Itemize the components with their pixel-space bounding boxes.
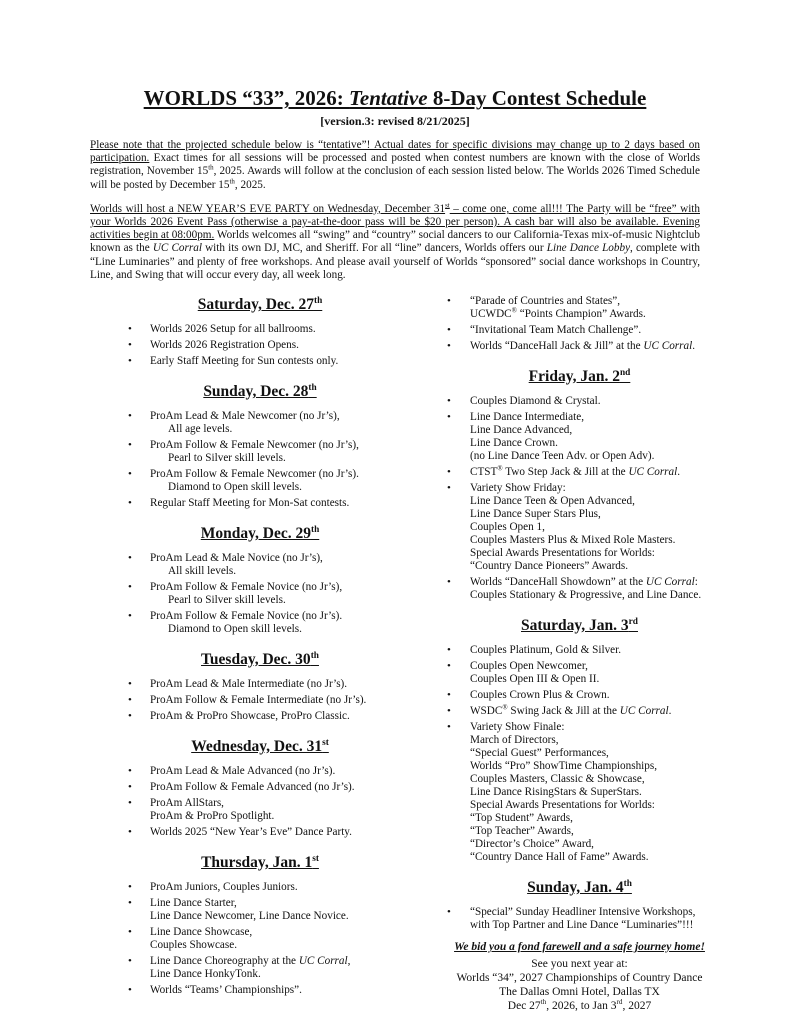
day-heading [430, 367, 729, 386]
day-heading [90, 524, 430, 543]
list-item-line: ProAm Follow & Female Novice (no Jr’s), [150, 581, 343, 594]
list-item-line: ProAm AllStars, [150, 797, 224, 810]
list-item-line: All age levels. [168, 423, 233, 436]
list-item-lines [150, 694, 430, 707]
bullet-icon: • [128, 355, 132, 368]
list-item-line: Early Staff Meeting for Sun contests only. [150, 355, 339, 368]
list-item-line: Line Dance HonkyTonk. [150, 968, 261, 981]
bullet-list [90, 881, 430, 997]
list-item [90, 826, 430, 839]
list-item-lines [150, 323, 430, 336]
bullet-icon: • [128, 552, 132, 565]
list-item-line: Line Dance Choreography at the UC Corral, [150, 955, 351, 968]
bullet-list [90, 410, 430, 510]
list-item-lines [150, 339, 430, 352]
list-item-line: Line Dance Advanced, [470, 424, 573, 437]
bullet-icon: • [128, 797, 132, 810]
list-item [90, 984, 430, 997]
day-heading [90, 650, 430, 669]
bullet-icon: • [128, 984, 132, 997]
day-section-mon-dec-29 [90, 524, 430, 636]
list-item [90, 552, 430, 578]
list-item [430, 689, 729, 702]
list-item-line: CTST® Two Step Jack & Jill at the UC Corral. [470, 464, 681, 479]
bullet-list [90, 765, 430, 839]
list-item [90, 581, 430, 607]
list-item [430, 644, 729, 657]
list-item-line: Line Dance Newcomer, Line Dance Novice. [150, 910, 349, 923]
bullet-icon: • [128, 610, 132, 623]
list-item-lines [150, 468, 430, 494]
list-item-line: ProAm & ProPro Showcase, ProPro Classic. [150, 710, 350, 723]
list-item-line: “Country Dance Pioneers” Awards. [470, 560, 629, 573]
day-section-tue-dec-30 [90, 650, 430, 723]
list-item-lines [470, 906, 729, 932]
bullet-icon: • [128, 694, 132, 707]
list-item [90, 410, 430, 436]
list-item-lines [150, 678, 430, 691]
list-item-line: Couples Masters Plus & Mixed Role Masters. [470, 534, 676, 547]
closing-block [430, 940, 729, 1013]
bullet-icon: • [447, 395, 451, 408]
list-item-line: Special Awards Presentations for Worlds: [470, 547, 655, 560]
list-item [90, 439, 430, 465]
day-heading-label: Friday, Jan. 2nd [528, 367, 631, 386]
list-item-lines [150, 797, 430, 823]
list-item-lines [150, 710, 430, 723]
list-item-line: ProAm Follow & Female Newcomer (no Jr’s), [150, 439, 359, 452]
list-item [430, 721, 729, 864]
list-item-line: Line Dance Crown. [470, 437, 558, 450]
day-heading [430, 878, 729, 897]
list-item-line: Pearl to Silver skill levels. [168, 594, 286, 607]
list-item-line: Line Dance Showcase, [150, 926, 253, 939]
list-item-line: WSDC® Swing Jack & Jill at the UC Corral. [470, 703, 672, 718]
page-title [90, 86, 700, 111]
bullet-icon: • [447, 721, 451, 734]
list-item-line: “Special Guest” Performances, [470, 747, 609, 760]
list-item [90, 355, 430, 368]
list-item [430, 295, 729, 321]
list-item-line: UCWDC® “Points Champion” Awards. [470, 306, 646, 321]
list-item-line: All skill levels. [168, 565, 237, 578]
day-section-fri-jan-2 [430, 367, 729, 602]
bullet-icon: • [128, 897, 132, 910]
list-item [90, 497, 430, 510]
day-heading-label: Saturday, Jan. 3rd [521, 616, 638, 635]
closing-line-hotel: The Dallas Omni Hotel, Dallas TX [499, 985, 660, 998]
list-item-line: ProAm Follow & Female Novice (no Jr’s). [150, 610, 343, 623]
list-item-line: ProAm Lead & Male Intermediate (no Jr’s). [150, 678, 348, 691]
list-item-lines [150, 581, 430, 607]
list-item-line: ProAm Follow & Female Intermediate (no Jr’s). [150, 694, 367, 707]
list-item-lines [150, 765, 430, 778]
list-item-line: Worlds “DanceHall Jack & Jill” at the UC Corral. [470, 340, 695, 353]
list-item-line: ProAm Lead & Male Advanced (no Jr’s). [150, 765, 336, 778]
bullet-icon: • [447, 644, 451, 657]
day-heading-label: Thursday, Jan. 1st [201, 853, 319, 872]
list-item-lines [470, 689, 729, 702]
bullet-list [90, 552, 430, 636]
bullet-icon: • [128, 710, 132, 723]
day-heading-label: Wednesday, Dec. 31st [191, 737, 329, 756]
list-item-line: ProAm Lead & Male Newcomer (no Jr’s), [150, 410, 340, 423]
list-item-lines [150, 897, 430, 923]
list-item [90, 339, 430, 352]
day-heading-label: Sunday, Dec. 28th [203, 382, 317, 401]
list-item-line: Couples Open Newcomer, [470, 660, 588, 673]
list-item-line: ProAm & ProPro Spotlight. [150, 810, 275, 823]
list-item [430, 411, 729, 463]
bullet-list [430, 395, 729, 602]
list-item-line: Worlds “DanceHall Showdown” at the UC Corral: [470, 576, 698, 589]
list-item-line: Special Awards Presentations for Worlds: [470, 799, 655, 812]
list-item-line: Line Dance RisingStars & SuperStars. [470, 786, 642, 799]
list-item-line: Variety Show Friday: [470, 482, 566, 495]
bullet-icon: • [447, 660, 451, 673]
list-item-line: Worlds 2025 “New Year’s Eve” Dance Party. [150, 826, 352, 839]
list-item-line: “Invitational Team Match Challenge”. [470, 324, 642, 337]
list-item [90, 897, 430, 923]
intro-paragraph-1: Please note that the projected schedule below is “tentative”! Actual dates for specific divisions may change up to 2 days based on participation. Exact times for all sessions will be processed and posted when contest numbers are known with the close of Worlds registration, November 15th, 2025. Awards will follow at the conclusion of each session listed below. The Worlds 2026 Timed Schedule will be posted by December 15th, 2025. [90, 139, 700, 191]
list-item [430, 576, 729, 602]
list-item-line: Worlds 2026 Setup for all ballrooms. [150, 323, 316, 336]
bullet-icon: • [128, 678, 132, 691]
list-item [90, 797, 430, 823]
list-item [430, 340, 729, 353]
list-item [430, 395, 729, 408]
list-item-line: Worlds “Teams’ Championships”. [150, 984, 302, 997]
bullet-icon: • [128, 439, 132, 452]
day-section-sun-dec-28 [90, 382, 430, 510]
bullet-icon: • [447, 689, 451, 702]
bullet-icon: • [447, 411, 451, 424]
day-section-thu-jan-1-continued [430, 295, 729, 353]
list-item [430, 324, 729, 337]
bullet-icon: • [447, 340, 451, 353]
bullet-list [430, 644, 729, 864]
list-item-lines [470, 324, 729, 337]
list-item-line: Couples Diamond & Crystal. [470, 395, 601, 408]
list-item-lines [470, 340, 729, 353]
list-item-lines [470, 466, 729, 479]
bullet-list [430, 295, 729, 353]
closing-line-see-you: See you next year at: [531, 957, 628, 970]
day-heading-label: Monday, Dec. 29th [200, 524, 320, 543]
day-section-sun-jan-4 [430, 878, 729, 932]
list-item [90, 694, 430, 707]
list-item-line: “Parade of Countries and States”, [470, 295, 621, 308]
day-section-sat-dec-27 [90, 295, 430, 368]
list-item-line: ProAm Follow & Female Newcomer (no Jr’s). [150, 468, 359, 481]
list-item-lines [150, 826, 430, 839]
bullet-icon: • [128, 826, 132, 839]
document-header [0, 0, 791, 282]
list-item-line: Variety Show Finale: [470, 721, 565, 734]
list-item-line: Worlds 2026 Registration Opens. [150, 339, 299, 352]
day-heading-label: Saturday, Dec. 27th [197, 295, 323, 314]
list-item-line: with Top Partner and Line Dance “Luminaries”!!! [470, 919, 694, 932]
bullet-icon: • [128, 781, 132, 794]
bullet-icon: • [128, 323, 132, 336]
list-item-lines [150, 410, 430, 436]
list-item-line: Line Dance Teen & Open Advanced, [470, 495, 635, 508]
bullet-icon: • [447, 482, 451, 495]
list-item-line: Line Dance Super Stars Plus, [470, 508, 601, 521]
list-item-line: “Country Dance Hall of Fame” Awards. [470, 851, 649, 864]
bullet-icon: • [128, 926, 132, 939]
day-heading [90, 737, 430, 756]
list-item-line: “Top Student” Awards, [470, 812, 573, 825]
day-heading-label: Tuesday, Dec. 30th [201, 650, 319, 669]
list-item [90, 610, 430, 636]
day-heading [90, 853, 430, 872]
day-heading [430, 616, 729, 635]
closing-line-worlds-34: Worlds “34”, 2027 Championships of Country Dance [456, 971, 703, 984]
page-title-text: WORLDS “33”, 2026: Tentative 8-Day Contest Schedule [143, 86, 647, 110]
bullet-icon: • [128, 410, 132, 423]
farewell-line: We bid you a fond farewell and a safe journey home! [454, 941, 705, 954]
schedule-columns [0, 295, 791, 1013]
bullet-icon: • [447, 906, 451, 919]
list-item-lines [470, 482, 729, 573]
list-item-lines [470, 395, 729, 408]
list-item-lines [150, 355, 430, 368]
list-item-lines [470, 644, 729, 657]
list-item-line: Couples Open 1, [470, 521, 545, 534]
day-heading [90, 295, 430, 314]
list-item-lines [150, 781, 430, 794]
list-item-line: Diamond to Open skill levels. [168, 481, 302, 494]
list-item-line: ProAm Juniors, Couples Juniors. [150, 881, 298, 894]
list-item-line: Couples Masters, Classic & Showcase, [470, 773, 645, 786]
list-item-line: Couples Showcase. [150, 939, 238, 952]
day-heading [90, 382, 430, 401]
bullet-list [90, 323, 430, 368]
list-item [90, 765, 430, 778]
list-item-lines [470, 660, 729, 686]
left-column [90, 295, 430, 1013]
list-item-lines [150, 984, 430, 997]
list-item-lines [150, 926, 430, 952]
list-item-line: “Director’s Choice” Award, [470, 838, 594, 851]
list-item-line: Couples Platinum, Gold & Silver. [470, 644, 622, 657]
bullet-list [430, 906, 729, 932]
closing-line-dates: Dec 27th, 2026, to Jan 3rd, 2027 [507, 997, 652, 1012]
list-item [430, 705, 729, 718]
bullet-icon: • [128, 581, 132, 594]
list-item-line: Couples Crown Plus & Crown. [470, 689, 610, 702]
bullet-icon: • [447, 295, 451, 308]
list-item-line: Line Dance Intermediate, [470, 411, 584, 424]
list-item [90, 323, 430, 336]
bullet-icon: • [447, 466, 451, 479]
list-item-lines [470, 411, 729, 463]
list-item-line: Regular Staff Meeting for Mon-Sat contests. [150, 497, 350, 510]
list-item-lines [470, 721, 729, 864]
bullet-icon: • [447, 324, 451, 337]
list-item [90, 468, 430, 494]
list-item-lines [150, 552, 430, 578]
bullet-icon: • [447, 705, 451, 718]
list-item [90, 881, 430, 894]
bullet-icon: • [447, 576, 451, 589]
version-line: [version.3: revised 8/21/2025] [320, 114, 470, 128]
intro-paragraph-2: Worlds will host a NEW YEAR’S EVE PARTY on Wednesday, December 31st – come one, come all!!! The Party will be “free” with your Worlds 2026 Event Pass (otherwise a pay-at-the-door pass will be $20 per person). A cash bar will also be available. Evening activities begin at 08:00pm. Worlds welcomes all “swing” and “country” social dancers to our California-Texas mix-of-music Nightclub known as the UC Corral with its own DJ, MC, and Sheriff. For all “line” dancers, Worlds offers our Line Dance Lobby, complete with “Line Luminaries” and plenty of free workshops. And please avail yourself of Worlds “sponsored” social dance workshops in Country, Line, and Swing that will occur every day, all week long. [90, 201, 700, 281]
bullet-list [90, 678, 430, 723]
list-item [90, 710, 430, 723]
list-item [90, 678, 430, 691]
list-item-lines [470, 576, 729, 602]
list-item-line: “Special” Sunday Headliner Intensive Workshops, [470, 906, 696, 919]
list-item-line: Couples Open III & Open II. [470, 673, 600, 686]
bullet-icon: • [128, 339, 132, 352]
day-heading-label: Sunday, Jan. 4th [527, 878, 632, 897]
list-item [90, 781, 430, 794]
list-item [430, 906, 729, 932]
list-item-line: Diamond to Open skill levels. [168, 623, 302, 636]
list-item-line: Pearl to Silver skill levels. [168, 452, 286, 465]
list-item [90, 926, 430, 952]
list-item-line: ProAm Lead & Male Novice (no Jr’s), [150, 552, 323, 565]
list-item-lines [150, 610, 430, 636]
list-item-line: ProAm Follow & Female Advanced (no Jr’s). [150, 781, 355, 794]
list-item [430, 482, 729, 573]
list-item [430, 466, 729, 479]
list-item-lines [150, 881, 430, 894]
list-item [430, 660, 729, 686]
list-item-lines [150, 439, 430, 465]
bullet-icon: • [128, 497, 132, 510]
list-item [90, 955, 430, 981]
list-item-line: “Top Teacher” Awards, [470, 825, 574, 838]
bullet-icon: • [128, 881, 132, 894]
list-item-lines [150, 497, 430, 510]
bullet-icon: • [128, 765, 132, 778]
list-item-line: Couples Stationary & Progressive, and Line Dance. [470, 589, 702, 602]
list-item-line: (no Line Dance Teen Adv. or Open Adv). [470, 450, 655, 463]
day-section-thu-jan-1 [90, 853, 430, 997]
list-item-lines [470, 295, 729, 321]
list-item-line: Line Dance Starter, [150, 897, 237, 910]
right-column [430, 295, 729, 1013]
day-section-wed-dec-31 [90, 737, 430, 839]
list-item-lines [470, 705, 729, 718]
list-item-line: March of Directors, [470, 734, 559, 747]
bullet-icon: • [128, 955, 132, 968]
bullet-icon: • [128, 468, 132, 481]
day-section-sat-jan-3 [430, 616, 729, 864]
list-item-lines [150, 955, 430, 981]
list-item-line: Worlds “Pro” ShowTime Championships, [470, 760, 658, 773]
